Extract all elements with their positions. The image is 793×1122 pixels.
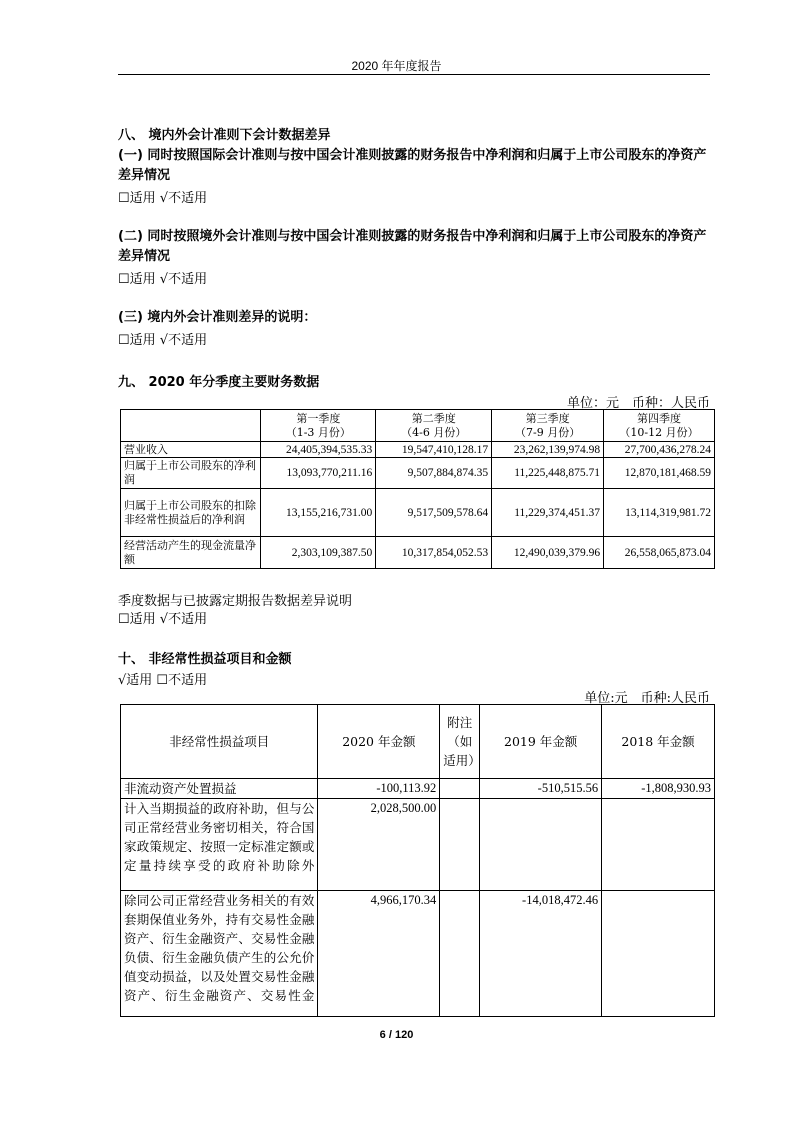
cell-value: 13,093,770,211.16 (261, 458, 376, 489)
header-2019: 2019 年金额 (480, 705, 602, 779)
quarterly-table (120, 409, 715, 569)
section-9-unit: 单位：元 币种：人民币 (566, 396, 710, 411)
section-8-sub1-title: (一) 同时按照国际会计准则与按中国会计准则披露的财务报告中净利润和归属于上市公司股东的净资产差异情况 (118, 148, 707, 183)
value-2018 (602, 891, 715, 1017)
value-note (440, 799, 480, 891)
quarterly-header-blank (121, 410, 261, 442)
cell-value: 11,229,374,451.37 (492, 489, 604, 537)
cell-value: 2,303,109,387.50 (261, 537, 376, 569)
table-row (121, 458, 715, 489)
value-2020: 4,966,170.34 (318, 891, 440, 1017)
cell-value: 12,870,181,468.59 (604, 458, 715, 489)
item-label: 计入当期损益的政府补助，但与公司正常经营业务密切相关，符合国家政策规定、按照一定标准定额或定量持续享受的政府补助除外 (121, 799, 318, 891)
quarterly-header-row (121, 410, 715, 442)
cell-value: 12,490,039,379.96 (492, 537, 604, 569)
section-9-note: 季度数据与已披露定期报告数据差异说明 (118, 594, 353, 609)
section-8-sub3-option: ☐适用 √不适用 (118, 333, 208, 348)
value-note (440, 891, 480, 1017)
section-8-title: 八、 境内外会计准则下会计数据差异 (118, 128, 331, 143)
section-9-option: ☐适用 √不适用 (118, 612, 208, 627)
quarter-header: 第二季度 （4-6 月份） (376, 410, 492, 442)
value-2019 (480, 799, 602, 891)
cell-value: 11,225,448,875.71 (492, 458, 604, 489)
header-item: 非经常性损益项目 (121, 705, 318, 779)
cell-value: 9,517,509,578.64 (376, 489, 492, 537)
item-label: 非流动资产处置损益 (121, 779, 318, 799)
value-2018 (602, 799, 715, 891)
value-2020: -100,113.92 (318, 779, 440, 799)
section-10-unit: 单位:元 币种:人民币 (584, 691, 710, 706)
cell-value: 24,405,394,535.33 (261, 442, 376, 458)
item-label: 除同公司正常经营业务相关的有效套期保值业务外，持有交易性金融资产、衍生金融资产、交易性金融负债、衍生金融负债产生的公允价值变动损益，以及处置交易性金融资产、衍生金融资产、交易性金 (121, 891, 318, 1017)
section-10-title: 十、 非经常性损益项目和金额 (118, 652, 292, 667)
section-9-title: 九、 2020 年分季度主要财务数据 (118, 375, 320, 390)
section-8-sub2-option: ☐适用 √不适用 (118, 272, 208, 287)
row-label: 经营活动产生的现金流量净额 (121, 537, 261, 569)
row-label: 归属于上市公司股东的扣除非经常性损益后的净利润 (121, 489, 261, 537)
table-row (121, 489, 715, 537)
table-row (121, 891, 715, 1017)
table-row (121, 779, 715, 799)
quarter-header: 第四季度 （10-12 月份） (604, 410, 715, 442)
header-divider (118, 74, 710, 75)
section-8-sub1-option: ☐适用 √不适用 (118, 191, 208, 206)
value-note (440, 779, 480, 799)
value-2018: -1,808,930.93 (602, 779, 715, 799)
section-8-sub2-title: (二) 同时按照境外会计准则与按中国会计准则披露的财务报告中净利润和归属于上市公司股东的净资产差异情况 (118, 229, 707, 264)
cell-value: 13,155,216,731.00 (261, 489, 376, 537)
table-row (121, 442, 715, 458)
page-number: 6 / 120 (379, 1029, 414, 1041)
value-2019: -510,515.56 (480, 779, 602, 799)
value-2019: -14,018,472.46 (480, 891, 602, 1017)
nonrecurring-table (120, 704, 715, 1017)
value-2020: 2,028,500.00 (318, 799, 440, 891)
header-note: 附注（如适用） (440, 705, 480, 779)
page-header: 2020 年年度报告 (351, 59, 442, 73)
cell-value: 23,262,139,974.98 (492, 442, 604, 458)
cell-value: 19,547,410,128.17 (376, 442, 492, 458)
row-label: 营业收入 (121, 442, 261, 458)
cell-value: 13,114,319,981.72 (604, 489, 715, 537)
table-row (121, 537, 715, 569)
header-2020: 2020 年金额 (318, 705, 440, 779)
quarter-header: 第一季度 （1-3 月份） (261, 410, 376, 442)
table-row (121, 799, 715, 891)
section-10-option: √适用 ☐不适用 (118, 673, 208, 688)
section-8-sub3-title: (三) 境内外会计准则差异的说明： (118, 310, 317, 325)
header-2018: 2018 年金额 (602, 705, 715, 779)
cell-value: 26,558,065,873.04 (604, 537, 715, 569)
cell-value: 9,507,884,874.35 (376, 458, 492, 489)
nonrecurring-header-row (121, 705, 715, 779)
row-label: 归属于上市公司股东的净利润 (121, 458, 261, 489)
cell-value: 10,317,854,052.53 (376, 537, 492, 569)
cell-value: 27,700,436,278.24 (604, 442, 715, 458)
quarter-header: 第三季度 （7-9 月份） (492, 410, 604, 442)
